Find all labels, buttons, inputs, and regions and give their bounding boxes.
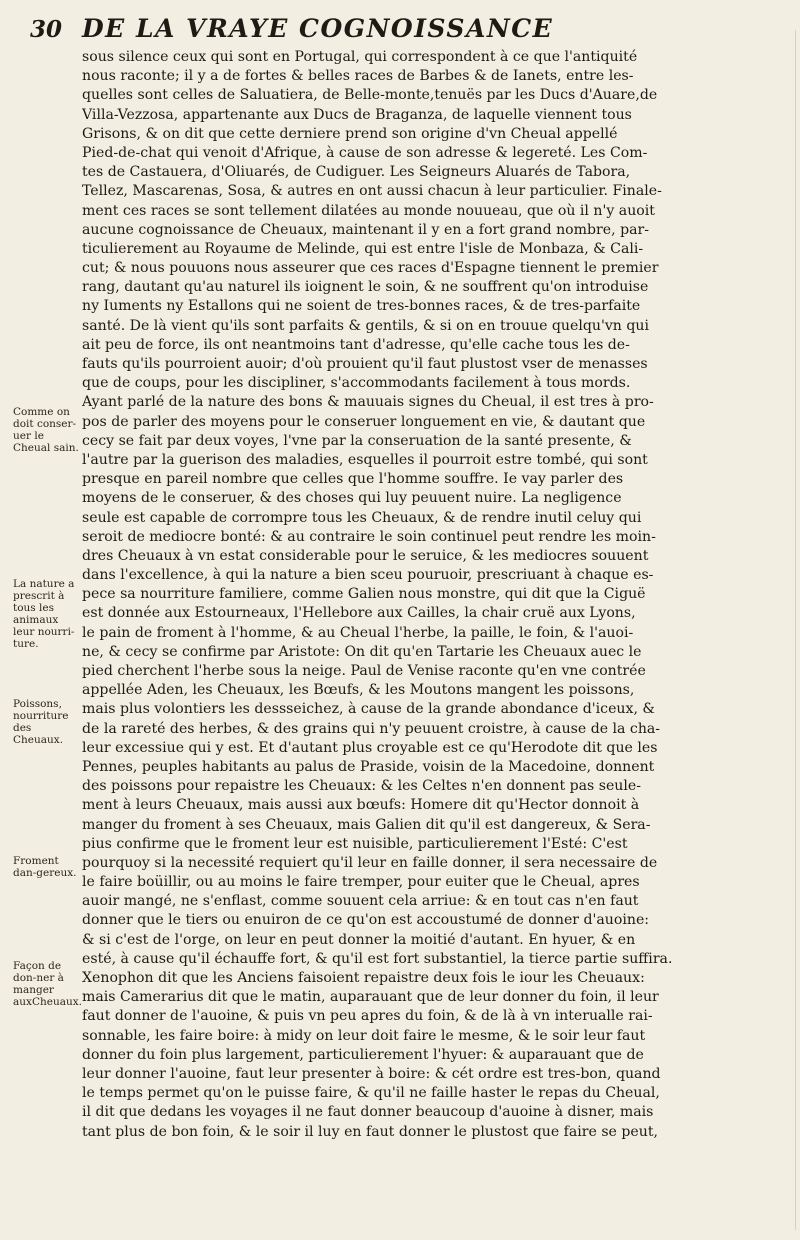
text-line: appellée Aden, les Cheuaux, les Bœufs, & les Moutons mangent les poissons, — [82, 682, 635, 699]
body-text — [82, 48, 786, 1142]
page-number: 30 — [30, 16, 63, 43]
text-line: pece sa nourriture familiere, comme Galien nous monstre, qui dit que la Ciguë — [82, 586, 646, 603]
margin-note: Façon de don-ner à manger auxCheuaux. — [13, 960, 82, 1008]
text-line: sonnable, les faire boire: à midy on leur doit faire le mesme, & le soir leur faut — [82, 1027, 646, 1044]
text-line: ait peu de force, ils ont neantmoins tant d'adresse, qu'elle cache tous les de- — [82, 336, 630, 353]
text-line: donner que le tiers ou enuiron de ce qu'on est accoustumé de donner d'auoine: — [82, 912, 650, 929]
text-line: esté, à cause qu'il échauffe fort, & qu'il est fort substantiel, la tierce partie suffira. — [82, 950, 673, 967]
text-line: aucune cognoissance de Cheuaux, maintenant il y en a fort grand nombre, par- — [82, 221, 649, 238]
text-line: moyens de le conseruer, & des choses qui luy peuuent nuire. La negligence — [82, 490, 622, 507]
text-line: seroit de mediocre bonté: & au contraire le soin continuel peut rendre les moin- — [82, 528, 656, 545]
text-line: leur donner l'auoine, faut leur presenter à boire: & cét ordre est tres-bon, quand — [82, 1065, 661, 1082]
text-line: pius confirme que le froment leur est nuisible, particulierement l'Esté: C'est — [82, 835, 628, 852]
text-line: Tellez, Mascarenas, Sosa, & autres en ont aussi chacun à leur particulier. Finale- — [82, 183, 662, 200]
text-line: manger du froment à ses Cheuaux, mais Galien dit qu'il est dangereux, & Sera- — [82, 816, 651, 833]
text-line: dres Cheuaux à vn estat considerable pour le seruice, & les mediocres souuent — [82, 547, 649, 564]
text-line: ne, & cecy se confirme par Aristote: On dit qu'en Tartarie les Cheuaux auec le — [82, 643, 642, 660]
text-line: & si c'est de l'orge, on leur en peut donner la moitié d'autant. En hyuer, & en — [82, 931, 636, 948]
text-line: nous raconte; il y a de fortes & belles races de Barbes & de Ianets, entre les- — [82, 68, 634, 85]
text-line: pourquoy si la necessité requiert qu'il leur en faille donner, il sera necessaire de — [82, 854, 658, 871]
text-line: quelles sont celles de Saluatiera, de Belle-monte,tenuës par les Ducs d'Auare,de — [82, 87, 658, 104]
text-line: auoir mangé, ne s'enflast, comme souuent cela arriue: & en tout cas n'en faut — [82, 893, 639, 910]
text-line: dans l'excellence, à qui la nature a bien sceu pouruoir, prescriuant à chaque es- — [82, 567, 654, 584]
margin-note: Comme on doit conser-uer le Cheual sain. — [13, 406, 79, 454]
text-line: est donnée aux Estourneaux, l'Hellebore aux Cailles, la chair cruë aux Lyons, — [82, 605, 636, 622]
text-line: ticulierement au Royaume de Melinde, qui est entre l'isle de Monbaza, & Cali- — [82, 240, 644, 257]
text-line: Villa-Vezzosa, appartenante aux Ducs de Braganza, de laquelle viennent tous — [82, 106, 632, 123]
text-line: donner du foin plus largement, particulierement l'hyuer: & auparauant que de — [82, 1046, 644, 1063]
text-line: Grisons, & on dit que cette derniere prend son origine d'vn Cheual appellé — [82, 125, 618, 142]
text-line: pied cherchent l'herbe sous la neige. Paul de Venise raconte qu'en vne contrée — [82, 663, 646, 679]
margin-note: La nature a prescrit à tous les animaux leur nourri-ture. — [13, 578, 75, 650]
text-line: faut donner de l'auoine, & puis vn peu apres du foin, & de là à vn interualle rai- — [82, 1008, 653, 1025]
text-line: l'autre par la guerison des maladies, esquelles il pourroit estre tombé, qui sont — [82, 451, 648, 468]
text-line: pos de parler des moyens pour le conseruer longuement en vie, & dautant que — [82, 413, 646, 430]
text-line: que de coups, pour les discipliner, s'accommodants facilement à tous mords. — [82, 375, 631, 392]
text-line: ment ces races se sont tellement dilatées au monde nouueau, que où il n'y auoit — [82, 202, 655, 219]
text-line: tant plus de bon foin, & le soir il luy en faut donner le plustost que faire se peut, — [82, 1123, 658, 1140]
text-line: cut; & nous pouuons nous asseurer que ces races d'Espagne tiennent le premier — [82, 260, 659, 277]
text-line: le pain de froment à l'homme, & au Cheual l'herbe, la paille, le foin, & l'auoi- — [82, 624, 634, 641]
page-edge-shadow — [795, 30, 796, 1230]
text-line: Pennes, peuples habitants au palus de Praside, voisin de la Macedoine, donnent — [82, 758, 655, 775]
text-line: Ayant parlé de la nature des bons & mauuais signes du Cheual, il est tres à pro- — [82, 394, 654, 411]
text-line: le temps permet qu'on le puisse faire, & qu'il ne faille haster le repas du Cheual, — [82, 1085, 660, 1102]
margin-note: Froment dan-gereux. — [13, 855, 77, 879]
text-line: sous silence ceux qui sont en Portugal, qui correspondent à ce que l'antiquité — [82, 49, 638, 65]
text-line: des poissons pour repaistre les Cheuaux: & les Celtes n'en donnent pas seule- — [82, 778, 641, 795]
text-line: il dit que dedans les voyages il ne faut donner beaucoup d'auoine à disner, mais — [82, 1104, 654, 1121]
text-line: ny Iuments ny Estallons qui ne soient de tres-bonnes races, & de tres-parfaite — [82, 298, 641, 315]
margin-note: Poissons, nourriture des Cheuaux. — [13, 698, 69, 746]
text-line: ment à leurs Cheuaux, mais aussi aux bœufs: Homere dit qu'Hector donnoit à — [82, 797, 640, 814]
text-line: mais plus volontiers les dessseichez, à cause de la grande abondance d'iceux, & — [82, 701, 655, 718]
text-line: presque en pareil nombre que celles que l'homme souffre. Ie vay parler des — [82, 471, 624, 488]
text-line: Pied-de-chat qui venoit d'Afrique, à cause de son adresse & legereté. Les Com- — [82, 144, 648, 161]
text-line: leur excessiue qui y est. Et d'autant plus croyable est ce qu'Herodote dit que les — [82, 739, 658, 756]
text-line: cecy se fait par deux voyes, l'vne par la conseruation de la santé presente, & — [82, 432, 632, 449]
text-line: de la rareté des herbes, & des grains qui n'y peuuent croistre, à cause de la cha- — [82, 720, 661, 737]
text-line: Xenophon dit que les Anciens faisoient repaistre deux fois le iour les Cheuaux: — [82, 970, 645, 986]
text-line: seule est capable de corrompre tous les Cheuaux, & de rendre inutil celuy qui — [82, 509, 642, 526]
text-line: rang, dautant qu'au naturel ils ioignent le soin, & ne souffrent qu'on introduise — [82, 279, 649, 296]
text-line: fauts qu'ils pourroient auoir; d'où prouient qu'il faut plustost vser de menasses — [82, 356, 648, 372]
text-line: tes de Castauera, d'Oliuarés, de Cudiguer. Les Seigneurs Aluarés de Tabora, — [82, 164, 631, 181]
text-line: santé. De là vient qu'ils sont parfaits & gentils, & si on en trouue quelqu'vn qui — [82, 317, 649, 334]
running-head: DE LA VRAYE COGNOISSANCE — [82, 14, 554, 43]
text-line: mais Camerarius dit que le matin, auparauant que de leur donner du foin, il leur — [82, 989, 659, 1006]
text-line: le faire boüillir, ou au moins le faire tremper, pour euiter que le Cheual, apres — [82, 874, 640, 891]
